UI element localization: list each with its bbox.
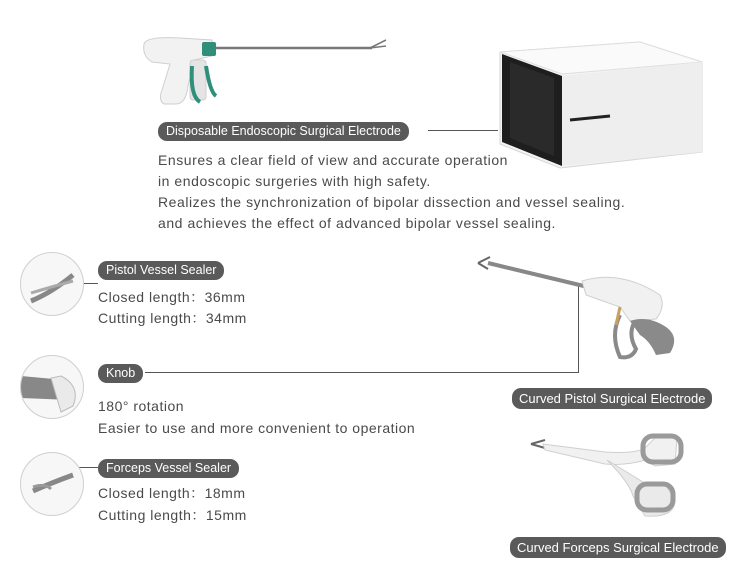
description-line: and achieves the effect of advanced bipolar vessel sealing. [158,215,556,231]
description-line: Realizes the synchronization of bipolar dissection and vessel sealing. [158,194,626,210]
forceps-cutting-length: Cutting length：15mm [98,507,247,523]
curved-forceps-image [525,430,695,530]
description-line: Ensures a clear field of view and accurate operation [158,152,509,168]
forceps-tip-image [20,452,84,516]
pistol-tip-image [20,252,84,316]
curved-forceps-label: Curved Forceps Surgical Electrode [510,537,726,558]
pistol-cutting-length: Cutting length：34mm [98,310,247,326]
curved-pistol-image [470,245,700,375]
knob-label: Knob [98,364,143,383]
knob-ease: Easier to use and more convenient to operation [98,420,416,436]
curved-pistol-label: Curved Pistol Surgical Electrode [512,388,712,409]
pistol-sealer-label: Pistol Vessel Sealer [98,261,224,280]
connector-line [428,130,498,131]
knob-rotation: 180° rotation [98,398,185,414]
description-line: in endoscopic surgeries with high safety. [158,173,431,189]
disposable-description [158,150,625,234]
forceps-closed-length: Closed length：18mm [98,485,246,501]
pistol-closed-length: Closed length：36mm [98,289,246,305]
knob-image [20,355,84,419]
forceps-sealer-label: Forceps Vessel Sealer [98,459,239,478]
disposable-electrode-label: Disposable Endoscopic Surgical Electrode [158,122,409,141]
disposable-electrode-image [140,30,390,110]
